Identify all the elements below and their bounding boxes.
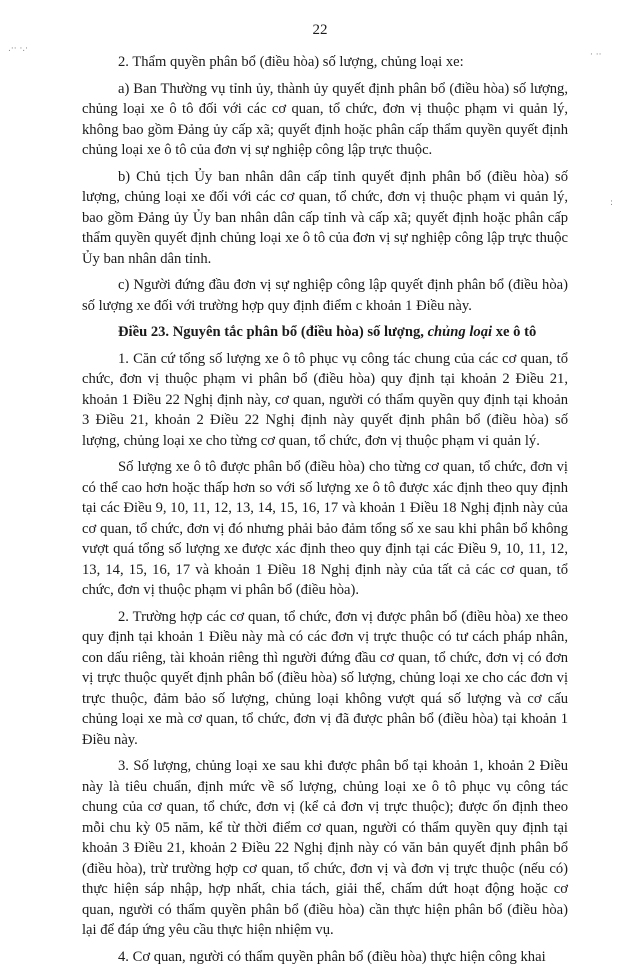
document-body bbox=[82, 52, 568, 973]
paragraph: b) Chủ tịch Ủy ban nhân dân cấp tỉnh quyết định phân bổ (điều hòa) số lượng, chủng loại xe đối với các cơ quan, tổ chức, đơn vị thuộc phạm vi quản lý, bao gồm Đảng ủy Ủy ban nhân dân cấp tỉnh và cấp xã; quyết định hoặc phân cấp thẩm quyền quyết định chủng loại xe ô tô của đơn vị sự nghiệp công lập trực thuộc Ủy ban nhân dân tỉnh. bbox=[82, 168, 568, 267]
scan-speck: .·· ·.· bbox=[8, 44, 29, 54]
heading-emphasis: chủng loại bbox=[427, 324, 493, 340]
scan-speck: : bbox=[610, 198, 614, 208]
paragraph: 3. Số lượng, chủng loại xe sau khi được phân bổ tại khoản 1, khoản 2 Điều này là tiêu chuẩn, định mức về số lượng, chủng loại xe ô tô phục vụ công tác chung của cơ quan, tổ chức, đơn vị (kể cả đơn vị trực thuộc); được ổn định theo mỗi chu kỳ 05 năm, kể từ thời điểm cơ quan, người có thẩm quyền quy định tại khoản 3 Điều 21, khoản 2 Điều 22 Nghị định này có văn bản quyết định phân bổ (điều hòa), trừ trường hợp cơ quan, tổ chức, đơn vị và đơn vị trực thuộc (nếu có) thực hiện sáp nhập, hợp nhất, chia tách, giải thể, chấm dứt hoạt động hoặc cơ quan, người có thẩm quyền phân bổ (điều hòa) cần thực hiện phân bổ (điều hòa) lại để đáp ứng yêu cầu thực hiện nhiệm vụ. bbox=[82, 758, 568, 938]
paragraph: 2. Thẩm quyền phân bổ (điều hòa) số lượng, chủng loại xe: bbox=[118, 54, 464, 70]
heading-prefix: Điều 23. Nguyên tắc phân bổ (điều hòa) số lượng, bbox=[118, 324, 428, 340]
paragraph: 2. Trường hợp các cơ quan, tổ chức, đơn vị được phân bổ (điều hòa) xe theo quy định tại khoản 1 Điều này mà có các đơn vị trực thuộc có tư cách pháp nhân, con dấu riêng, tài khoản riêng thì người đứng đầu cơ quan, tổ chức, đơn vị có đơn vị trực thuộc quyết định phân bổ (điều hòa) số lượng, chủng loại xe cho các đơn vị trực thuộc, đảm bảo số lượng, chủng loại không vượt quá số lượng và cơ cấu chủng loại xe mà cơ quan, tổ chức, đơn vị đã được phân bổ (điều hòa) tại khoản 1 Điều này. bbox=[82, 608, 568, 748]
article-heading bbox=[82, 322, 568, 343]
paragraph: 1. Căn cứ tổng số lượng xe ô tô phục vụ công tác chung của các cơ quan, tổ chức, đơn vị thuộc phạm vi phân bổ (điều hòa) quy định tại khoản 2 Điều 21, khoản 1 Điều 22 Nghị định này, cơ quan, người có thẩm quyền quy định tại khoản 3 Điều 21, khoản 2 Điều 22 Nghị định này quyết định phân bổ (điều hòa) số lượng, chủng loại xe cho từng cơ quan, tổ chức, đơn vị thuộc phạm vi quản lý. bbox=[82, 350, 568, 449]
page-number: 22 bbox=[312, 22, 328, 38]
paragraph: 4. Cơ quan, người có thẩm quyền phân bổ (điều hòa) thực hiện công khai bbox=[118, 948, 546, 965]
paragraph: a) Ban Thường vụ tỉnh ủy, thành ủy quyết định phân bổ (điều hòa) số lượng, chủng loại xe ô tô đối với các cơ quan, tổ chức, đơn vị thuộc phạm vi quản lý, không bao gồm Đảng ủy cấp xã; quyết định hoặc phân cấp thẩm quyền quyết định chủng loại xe ô tô của đơn vị sự nghiệp công lập trực thuộc. bbox=[82, 80, 568, 158]
heading-suffix: xe ô tô bbox=[492, 324, 537, 340]
paragraph: c) Người đứng đầu đơn vị sự nghiệp công lập quyết định phân bổ (điều hòa) số lượng xe đối với trường hợp quy định điểm c khoản 1 Điều này. bbox=[82, 277, 568, 314]
paragraph: Số lượng xe ô tô được phân bổ (điều hòa) cho từng cơ quan, tổ chức, đơn vị có thể cao hơn hoặc thấp hơn so với số lượng xe ô tô được xác định theo quy định tại các Điều 9, 10, 11, 12, 13, 14, 15, 16, 17 và khoản 1 Điều 18 Nghị định này của cơ quan, tổ chức, đơn vị đó nhưng phải bảo đảm tổng số xe sau khi phân bổ không vượt quá tổng số lượng xe được xác định theo quy định tại các Điều 9, 10, 11, 12, 13, 14, 15, 16, 17 và khoản 1 Điều 18 Nghị định này của tất cả các cơ quan, tổ chức, đơn vị thuộc phạm vi phân bổ (điều hòa). bbox=[82, 459, 568, 598]
scan-speck: · ·· bbox=[590, 50, 602, 60]
